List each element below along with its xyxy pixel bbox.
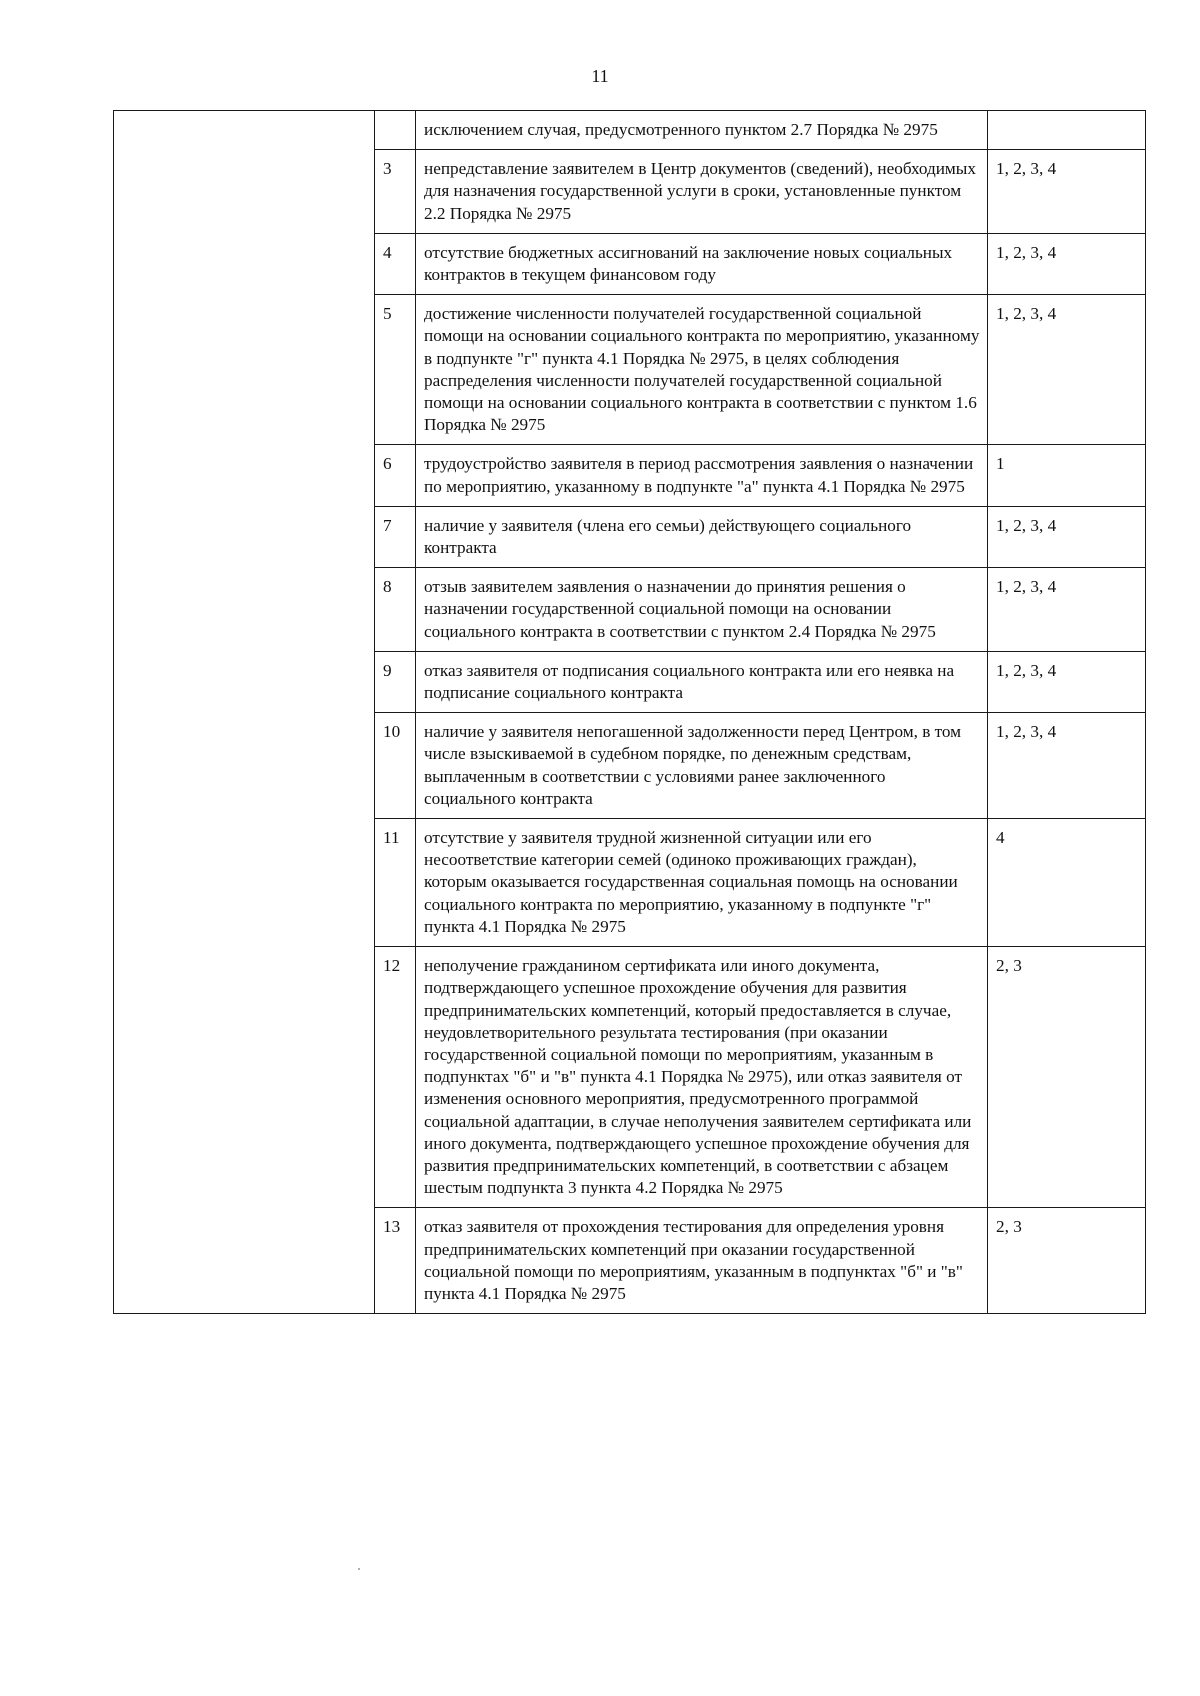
row-number-cell: 3 bbox=[375, 150, 416, 234]
page-number: 11 bbox=[591, 66, 609, 86]
refusal-ground-text-cell: отзыв заявителем заявления о назначении до принятия решения о назначении государственной социальной помощи на основании социального контракта в соответствии с пунктом 2.4 Порядка № 2975 bbox=[416, 568, 988, 652]
refusal-ground-text-cell: отсутствие бюджетных ассигнований на заключение новых социальных контрактов в текущем финансовом году bbox=[416, 233, 988, 294]
applicable-measures-cell bbox=[988, 111, 1146, 150]
row-number-cell: 12 bbox=[375, 947, 416, 1208]
row-number-cell: 13 bbox=[375, 1208, 416, 1314]
applicable-measures-cell: 1, 2, 3, 4 bbox=[988, 233, 1146, 294]
row-number-cell: 6 bbox=[375, 445, 416, 506]
refusal-ground-text-cell: отказ заявителя от подписания социального контракта или его неявка на подписание социального контракта bbox=[416, 651, 988, 712]
refusal-ground-text-cell: непредставление заявителем в Центр документов (сведений), необходимых для назначения государственной услуги в сроки, установленные пунктом 2.2 Порядка № 2975 bbox=[416, 150, 988, 234]
applicable-measures-cell: 1, 2, 3, 4 bbox=[988, 295, 1146, 445]
refusal-ground-text-cell: отсутствие у заявителя трудной жизненной ситуации или его несоответствие категории семей (одиноко проживающих граждан), которым оказывается государственная социальная помощь на основании социального контракта по мероприятию, указанному в подпункте "г" пункта 4.1 Порядка № 2975 bbox=[416, 819, 988, 947]
applicable-measures-cell: 1 bbox=[988, 445, 1146, 506]
applicable-measures-cell: 2, 3 bbox=[988, 947, 1146, 1208]
table-row bbox=[114, 111, 1146, 150]
refusal-ground-text-cell: достижение численности получателей государственной социальной помощи на основании социального контракта по мероприятию, указанному в подпункте "г" пункта 4.1 Порядка № 2975, в целях соблюдения распределения численности получателей государственной социальной помощи на основании социального контракта в соответствии с пунктом 1.6 Порядка № 2975 bbox=[416, 295, 988, 445]
applicable-measures-cell: 4 bbox=[988, 819, 1146, 947]
row-number-cell bbox=[375, 111, 416, 150]
applicable-measures-cell: 1, 2, 3, 4 bbox=[988, 568, 1146, 652]
row-number-cell: 9 bbox=[375, 651, 416, 712]
applicable-measures-cell: 2, 3 bbox=[988, 1208, 1146, 1314]
refusal-ground-text-cell: наличие у заявителя (члена его семьи) действующего социального контракта bbox=[416, 506, 988, 567]
row-number-cell: 4 bbox=[375, 233, 416, 294]
merged-first-column-cell bbox=[114, 111, 375, 1314]
refusal-ground-text-cell: наличие у заявителя непогашенной задолженности перед Центром, в том числе взыскиваемой в судебном порядке, по денежным средствам, выплаченным в соответствии с условиями ранее заключенного социального контракта bbox=[416, 713, 988, 819]
applicable-measures-cell: 1, 2, 3, 4 bbox=[988, 150, 1146, 234]
refusal-ground-text-cell: трудоустройство заявителя в период рассмотрения заявления о назначении по мероприятию, указанному в подпункте "а" пункта 4.1 Порядка № 2975 bbox=[416, 445, 988, 506]
applicable-measures-cell: 1, 2, 3, 4 bbox=[988, 506, 1146, 567]
applicable-measures-cell: 1, 2, 3, 4 bbox=[988, 713, 1146, 819]
row-number-cell: 8 bbox=[375, 568, 416, 652]
refusal-ground-text-cell: отказ заявителя от прохождения тестирования для определения уровня предпринимательских компетенций при оказании государственной социальной помощи по мероприятиям, указанным в подпунктах "б" и "в" пункта 4.1 Порядка № 2975 bbox=[416, 1208, 988, 1314]
applicable-measures-cell: 1, 2, 3, 4 bbox=[988, 651, 1146, 712]
refusal-ground-text-cell: исключением случая, предусмотренного пунктом 2.7 Порядка № 2975 bbox=[416, 111, 988, 150]
row-number-cell: 10 bbox=[375, 713, 416, 819]
refusal-ground-text-cell: неполучение гражданином сертификата или иного документа, подтверждающего успешное прохождение обучения для развития предпринимательских компетенций, который предоставляется в случае, неудовлетворительного результата тестирования (при оказании государственной социальной помощи по мероприятиям, указанным в подпунктах "б" и "в" пункта 4.1 Порядка № 2975), или отказ заявителя от изменения основного мероприятия, предусмотренного программой социальной адаптации, в случае неполучения заявителем сертификата или иного документа, подтверждающего успешное прохождение обучения для развития предпринимательских компетенций, в соответствии с абзацем шестым подпункта 3 пункта 4.2 Порядка № 2975 bbox=[416, 947, 988, 1208]
row-number-cell: 7 bbox=[375, 506, 416, 567]
row-number-cell: 5 bbox=[375, 295, 416, 445]
row-number-cell: 11 bbox=[375, 819, 416, 947]
refusal-grounds-table bbox=[113, 110, 1146, 1314]
table-body bbox=[114, 111, 1146, 1314]
scan-artifact bbox=[358, 1568, 360, 1570]
